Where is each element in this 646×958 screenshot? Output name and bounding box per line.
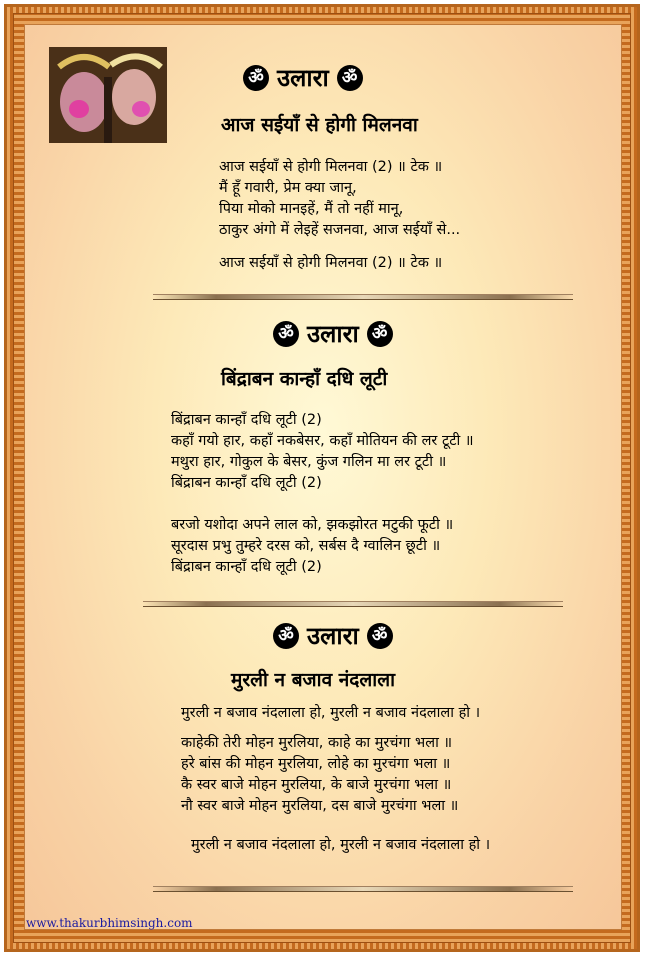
content-panel [24,24,622,930]
section-2-verse-2 [171,515,453,578]
section-3-closing: मुरली न बजाव नंदलाला हो, मुरली न बजाव नंदलाला हो । [191,837,491,853]
section-2-title: बिंद्राबन कान्हाँ दधि लूटी [221,368,388,390]
website-link[interactable]: www.thakurbhimsingh.com [26,916,193,930]
verse-line: बिंद्राबन कान्हाँ दधि लूटी (2) [171,559,322,575]
verse-line: नौ स्वर बाजे मोहन मुरलिया, दस बाजे मुरचंगा भला ॥ [181,798,459,814]
verse-line: कै स्वर बाजे मोहन मुरलिया, के बाजे मुरचंगा भला ॥ [181,777,452,793]
section-3-opening: मुरली न बजाव नंदलाला हो, मुरली न बजाव नंदलाला हो । [181,705,481,721]
verse-line: बरजो यशोदा अपने लाल को, झकझोरत मटुकी फूटी ॥ [171,517,454,533]
section-2-heading [273,317,393,350]
om-icon: ॐ [273,321,299,347]
verse-line: ठाकुर अंगो में लेइहें सजनवा, आज सईयाँ से... [219,222,461,238]
verse-line: मैं हूँ गवारी, प्रेम क्या जानू, [219,180,357,196]
section-divider [153,886,573,892]
krishna-radha-photo [49,47,167,143]
verse-line: पिया मोको मानइहें, मैं तो नहीं मानू, [219,201,404,217]
om-icon: ॐ [337,65,363,91]
verse-line: मथुरा हार, गोकुल के बेसर, कुंज गलिन मा लर टूटी ॥ [171,454,447,470]
verse-line: आज सईयाँ से होगी मिलनवा (2) ॥ टेक ॥ [219,159,443,175]
heading-word: उलारा [307,320,359,348]
section-3-title: मुरली न बजाव नंदलाला [231,669,395,691]
heading-word: उलारा [307,622,359,650]
section-3-verse [181,733,458,817]
om-icon: ॐ [367,623,393,649]
section-1-closing: आज सईयाँ से होगी मिलनवा (2) ॥ टेक ॥ [219,255,443,271]
verse-line: कहाँ गयो हार, कहाँ नकबेसर, कहाँ मोतियन की लर टूटी ॥ [171,433,474,449]
section-3-heading [273,619,393,652]
verse-line: सूरदास प्रभु तुम्हरे दरस को, सर्बस दै ग्वालिन छूटी ॥ [171,538,441,554]
verse-line: बिंद्राबन कान्हाँ दधि लूटी (2) [171,475,322,491]
verse-line: बिंद्राबन कान्हाँ दधि लूटी (2) [171,412,322,428]
om-icon: ॐ [367,321,393,347]
om-icon: ॐ [243,65,269,91]
verse-line: हरे बांस की मोहन मुरलिया, लोहे का मुरचंगा भला ॥ [181,756,451,772]
section-divider [153,294,573,300]
om-icon: ॐ [273,623,299,649]
section-2-verse [171,410,474,494]
photo-illustration [49,47,167,143]
heading-word: उलारा [277,64,329,92]
section-1-title: आज सईयाँ से होगी मिलनवा [221,114,418,136]
section-1-heading [243,61,363,94]
section-divider [143,601,563,607]
verse-line: काहेकी तेरी मोहन मुरलिया, काहे का मुरचंगा भला ॥ [181,735,453,751]
section-1-verse [219,157,460,241]
